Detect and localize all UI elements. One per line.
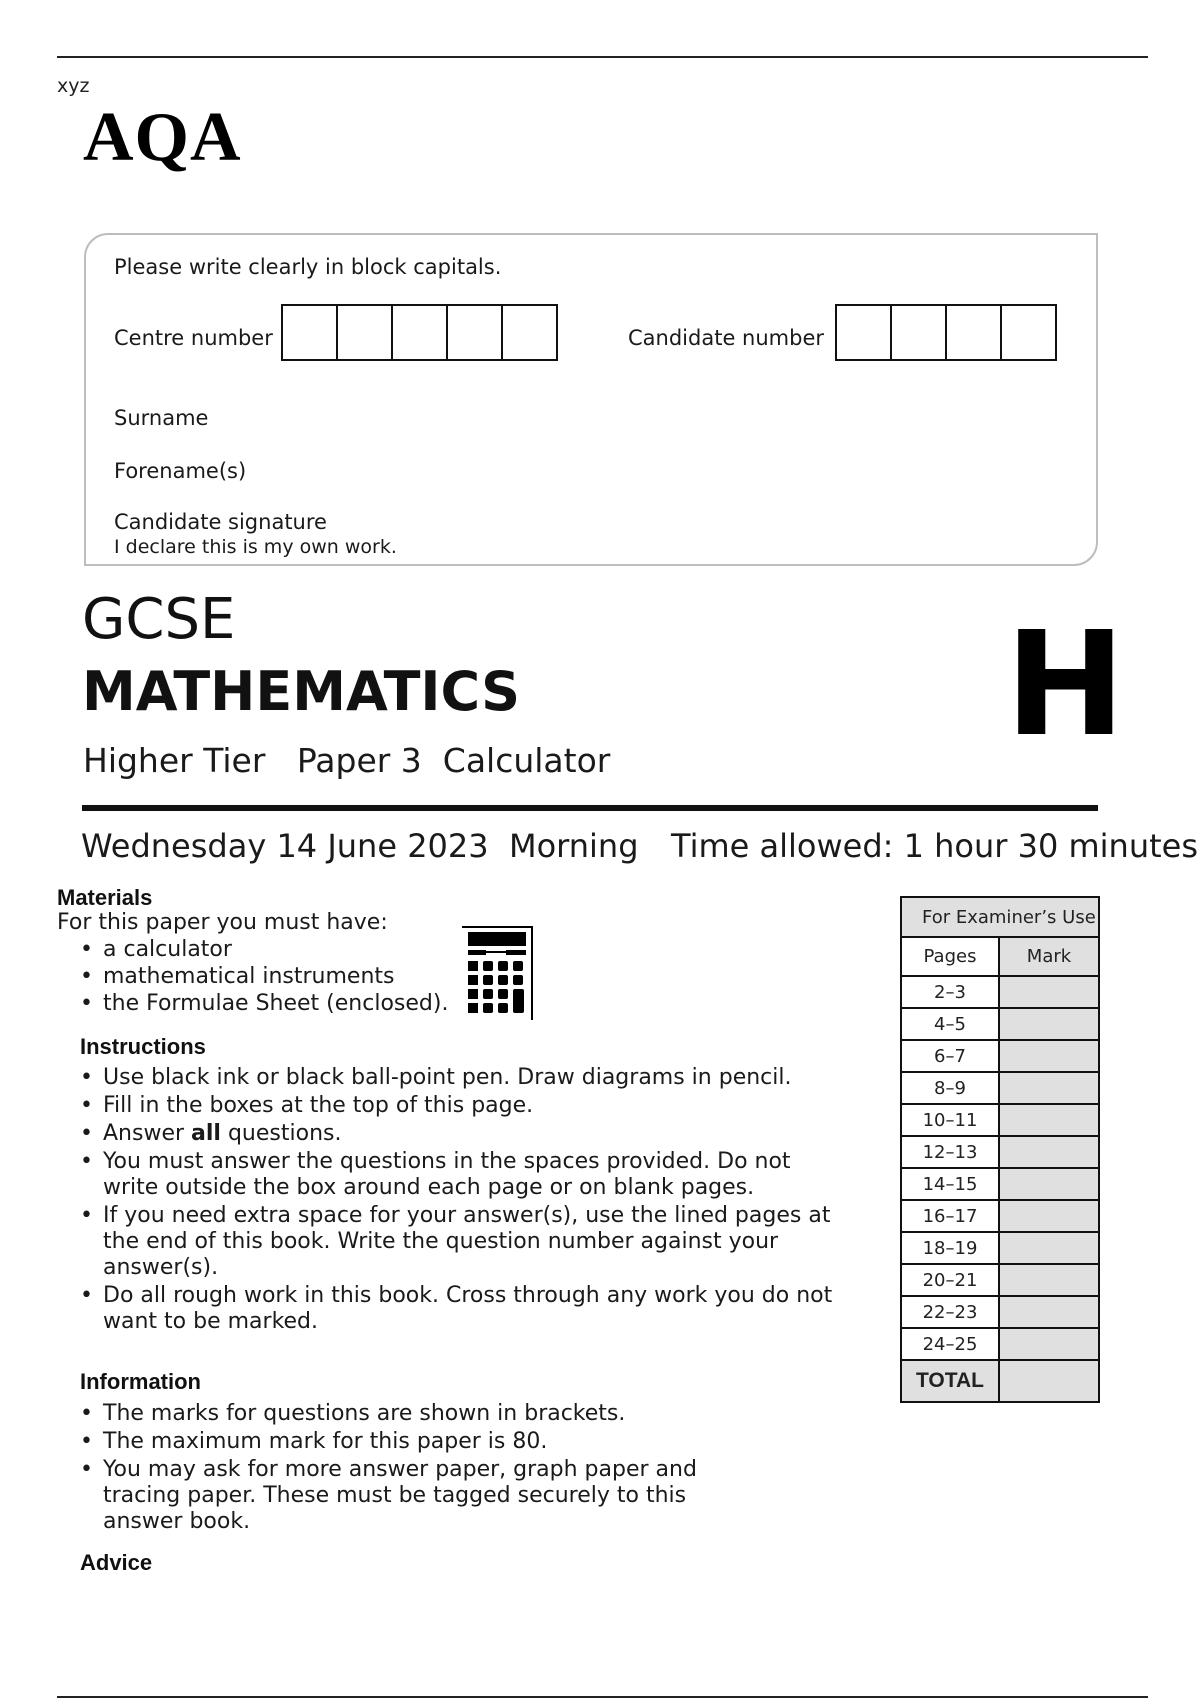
declaration-text: I declare this is my own work. (114, 536, 397, 558)
table-row (901, 1296, 1099, 1328)
subject-title: MATHEMATICS (82, 660, 521, 723)
table-row (901, 1040, 1099, 1072)
total-label: TOTAL (901, 1360, 999, 1402)
time-allowed: Time allowed: 1 hour 30 minutes (671, 827, 1198, 865)
information-heading: Information (80, 1369, 201, 1394)
list-item: • the Formulae Sheet (enclosed). (80, 990, 480, 1017)
list-item: • Fill in the boxes at the top of this page. (80, 1093, 850, 1119)
centre-number-field[interactable] (281, 304, 558, 361)
surname-label: Surname (114, 406, 209, 430)
candidate-number-digit-box[interactable] (835, 304, 892, 361)
instructions-list (80, 1065, 850, 1337)
aqa-logo: AQA (83, 99, 242, 176)
total-mark-cell (999, 1360, 1099, 1402)
advice-heading: Advice (80, 1550, 153, 1575)
centre-number-label: Centre number (114, 326, 273, 350)
exam-date: Wednesday 14 June 2023 Morning (81, 827, 639, 865)
pages-cell: 8–9 (901, 1072, 999, 1104)
pages-cell: 20–21 (901, 1264, 999, 1296)
calculator-icon (462, 925, 534, 1021)
mark-cell (999, 976, 1099, 1008)
candidate-number-label: Candidate number (628, 326, 824, 350)
mark-cell (999, 1104, 1099, 1136)
information-list (80, 1401, 760, 1537)
table-row (901, 1072, 1099, 1104)
table-row (901, 1168, 1099, 1200)
centre-number-digit-box[interactable] (501, 304, 558, 361)
pages-cell: 18–19 (901, 1232, 999, 1264)
table-row (901, 1360, 1099, 1402)
list-item: • a calculator (80, 936, 480, 963)
list-item: • mathematical instruments (80, 963, 480, 990)
tier-letter: H (1005, 600, 1126, 768)
pages-column-header: Pages (901, 937, 999, 976)
table-row (901, 1200, 1099, 1232)
table-row (901, 1328, 1099, 1360)
qualification-title: GCSE (82, 587, 236, 652)
candidate-number-field[interactable] (835, 304, 1057, 361)
top-rule (57, 56, 1148, 58)
materials-intro: For this paper you must have: (57, 910, 388, 935)
pages-cell: 6–7 (901, 1040, 999, 1072)
pages-cell: 4–5 (901, 1008, 999, 1040)
instructions-heading: Instructions (80, 1034, 206, 1059)
pages-cell: 12–13 (901, 1136, 999, 1168)
materials-list (80, 936, 480, 1017)
mark-cell (999, 1296, 1099, 1328)
candidate-number-digit-box[interactable] (1000, 304, 1057, 361)
table-row (901, 976, 1099, 1008)
candidate-number-digit-box[interactable] (890, 304, 947, 361)
list-item: • You must answer the questions in the spaces provided. Do not write outside the box around each page or on blank pages. (80, 1149, 850, 1201)
mark-cell (999, 1328, 1099, 1360)
list-item: • Use black ink or black ball-point pen. Draw diagrams in pencil. (80, 1065, 850, 1091)
forenames-label: Forename(s) (114, 459, 247, 483)
centre-number-digit-box[interactable] (336, 304, 393, 361)
examiners-use-table (900, 896, 1100, 1403)
mark-cell (999, 1232, 1099, 1264)
mark-cell (999, 1136, 1099, 1168)
centre-number-digit-box[interactable] (391, 304, 448, 361)
pages-cell: 2–3 (901, 976, 999, 1008)
pages-cell: 22–23 (901, 1296, 999, 1328)
mark-cell (999, 1008, 1099, 1040)
list-item: • The marks for questions are shown in brackets. (80, 1401, 760, 1427)
mark-cell (999, 1040, 1099, 1072)
examiners-use-title: For Examiner’s Use (901, 897, 1099, 937)
list-item: • The maximum mark for this paper is 80. (80, 1429, 760, 1455)
candidate-number-digit-box[interactable] (945, 304, 1002, 361)
table-row (901, 1264, 1099, 1296)
block-capitals-instruction: Please write clearly in block capitals. (114, 255, 502, 279)
mark-column-header: Mark (999, 937, 1099, 976)
mark-cell (999, 1200, 1099, 1232)
mark-cell (999, 1264, 1099, 1296)
pages-cell: 16–17 (901, 1200, 999, 1232)
table-row (901, 1104, 1099, 1136)
materials-heading: Materials (57, 885, 153, 910)
emphasis-text: all (191, 1121, 221, 1146)
list-item: • Do all rough work in this book. Cross through any work you do not want to be marked. (80, 1283, 850, 1335)
centre-number-digit-box[interactable] (281, 304, 338, 361)
table-row (901, 1136, 1099, 1168)
bottom-rule (57, 1696, 1148, 1698)
title-rule (82, 805, 1098, 811)
pages-cell: 14–15 (901, 1168, 999, 1200)
pages-cell: 10–11 (901, 1104, 999, 1136)
text-fragment: Answer (103, 1121, 192, 1146)
paper-subtitle: Higher Tier Paper 3 Calculator (83, 741, 611, 780)
table-row (901, 1008, 1099, 1040)
mark-cell (999, 1168, 1099, 1200)
list-item: • If you need extra space for your answer(s), use the lined pages at the end of this book. Write the question number against your answer(s). (80, 1203, 850, 1281)
text-fragment: questions. (220, 1121, 342, 1146)
watermark-text: xyz (57, 75, 90, 97)
pages-cell: 24–25 (901, 1328, 999, 1360)
table-row (901, 1232, 1099, 1264)
signature-label: Candidate signature (114, 510, 327, 534)
list-item: • You may ask for more answer paper, graph paper and tracing paper. These must be tagged securely to this answer book. (80, 1457, 760, 1535)
list-item (80, 1121, 850, 1147)
centre-number-digit-box[interactable] (446, 304, 503, 361)
mark-cell (999, 1072, 1099, 1104)
